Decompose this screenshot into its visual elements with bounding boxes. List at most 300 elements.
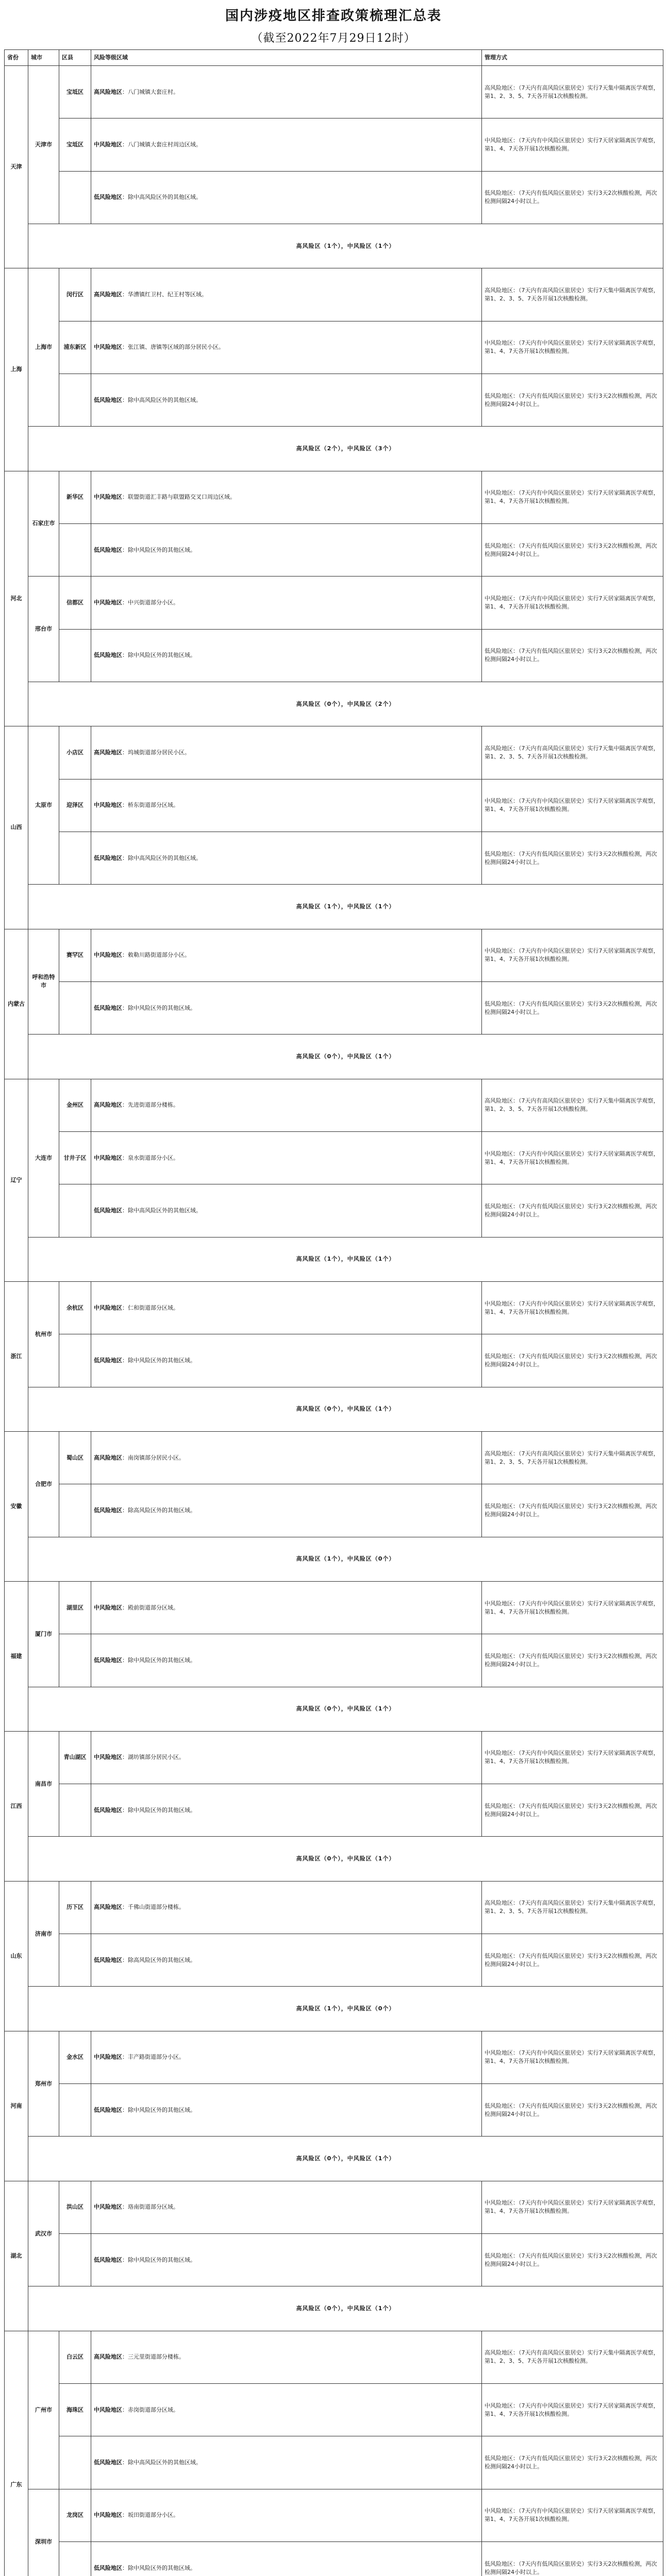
separator: ： <box>122 749 128 756</box>
table-row <box>5 779 663 832</box>
total-row <box>5 1237 663 1281</box>
table-row <box>5 321 663 374</box>
district-cell: 浦东新区 <box>59 321 91 374</box>
separator: ： <box>122 344 128 351</box>
table-row <box>5 1131 663 1184</box>
risk-area-text: 华漕镇红卫村、纪王村等区域。 <box>128 291 207 298</box>
district-cell: 小店区 <box>59 726 91 779</box>
risk-area-cell <box>91 2436 482 2489</box>
risk-area-cell <box>91 929 482 981</box>
management-policy-cell: 中风险地区：（7天内有中风险区旅居史）实行7天居家隔离医学观察，第1、4、7天各开展1次核酸检测。 <box>482 321 663 374</box>
risk-area-cell <box>91 1881 482 1934</box>
total-row <box>5 1387 663 1431</box>
risk-area-text: 三元里街道部分楼栋。 <box>128 2353 185 2361</box>
separator: ： <box>122 599 128 606</box>
risk-level-label: 中风险地区 <box>94 1304 122 1311</box>
table-row <box>5 1881 663 1934</box>
risk-level-label: 高风险地区 <box>94 291 122 298</box>
risk-level-label: 中风险地区 <box>94 952 122 959</box>
management-policy-cell: 低风险地区：（7天内有低风险区旅居史）实行3天2次核酸检测，两次检测间隔24小时以上。 <box>482 1784 663 1837</box>
risk-level-label: 高风险地区 <box>94 749 122 756</box>
province-cell: 湖北 <box>5 2181 28 2331</box>
province-cell: 安徽 <box>5 1431 28 1581</box>
district-cell: 海珠区 <box>59 2384 91 2436</box>
province-total-cell: 高风险区（2个），中风险区（3个） <box>28 427 663 471</box>
management-policy-cell: 高风险地区：（7天内有高风险区旅居史）实行7天集中隔离医学观察，第1、2、3、5、7天各开展1次核酸检测。 <box>482 268 663 321</box>
management-policy-cell: 低风险地区：（7天内有低风险区旅居史）实行3天2次核酸检测，两次检测间隔24小时以上。 <box>482 1334 663 1387</box>
separator: ： <box>122 2204 128 2211</box>
management-policy-cell: 低风险地区：（7天内有低风险区旅居史）实行3天2次核酸检测，两次检测间隔24小时以上。 <box>482 629 663 682</box>
table-row <box>5 629 663 682</box>
district-cell <box>59 1784 91 1837</box>
risk-area-cell <box>91 171 482 224</box>
risk-level-label: 低风险地区 <box>94 2106 122 2113</box>
province-cell: 江西 <box>5 1731 28 1881</box>
separator: ： <box>122 1304 128 1311</box>
table-row <box>5 66 663 118</box>
risk-area-text: 南岗镇部分居民小区。 <box>128 1454 185 1461</box>
risk-area-text: 除中高风险区外的其他区域。 <box>128 2459 202 2466</box>
table-row <box>5 2084 663 2137</box>
risk-area-text: 泉水街道部分小区。 <box>128 1154 179 1161</box>
table-row <box>5 118 663 171</box>
risk-level-label: 低风险地区 <box>94 652 122 659</box>
risk-level-label: 中风险地区 <box>94 141 122 148</box>
risk-level-label: 中风险地区 <box>94 494 122 501</box>
risk-area-cell <box>91 2331 482 2383</box>
province-total-cell: 高风险区（0个），中风险区（1个） <box>28 1387 663 1431</box>
district-cell: 宝坻区 <box>59 66 91 118</box>
separator: ： <box>122 1506 128 1514</box>
total-row <box>5 427 663 471</box>
total-row <box>5 885 663 929</box>
risk-area-cell <box>91 1634 482 1687</box>
district-cell <box>59 981 91 1034</box>
district-cell: 闵行区 <box>59 268 91 321</box>
risk-area-text: 除中高风险区外的其他区域。 <box>128 854 202 861</box>
separator: ： <box>122 141 128 148</box>
table-row <box>5 374 663 426</box>
risk-area-cell <box>91 2384 482 2436</box>
separator: ： <box>122 291 128 298</box>
risk-area-text: 除高风险区外的其他区域。 <box>128 1506 196 1514</box>
province-total-cell: 高风险区（1个），中风险区（1个） <box>28 1237 663 1281</box>
risk-area-cell <box>91 374 482 426</box>
province-cell: 河北 <box>5 471 28 726</box>
separator: ： <box>122 1357 128 1364</box>
risk-area-text: 除中风险区外的其他区域。 <box>128 2564 196 2571</box>
district-cell: 金水区 <box>59 2031 91 2083</box>
risk-area-text: 赤岗街道部分区域。 <box>128 2406 179 2413</box>
table-row <box>5 1484 663 1537</box>
column-header-policy: 管理方式 <box>482 50 663 66</box>
management-policy-cell: 中风险地区：（7天内有中风险区旅居史）实行7天居家隔离医学观察，第1、4、7天各开展1次核酸检测。 <box>482 471 663 523</box>
risk-area-text: 丰产路街道部分小区。 <box>128 2054 185 2061</box>
separator: ： <box>122 1454 128 1461</box>
page-subtitle: （截至2022年7月29日12时） <box>251 32 416 45</box>
risk-level-label: 低风险地区 <box>94 194 122 201</box>
district-cell <box>59 832 91 884</box>
management-policy-cell: 低风险地区：（7天内有低风险区旅居史）实行3天2次核酸检测，两次检测间隔24小时以上。 <box>482 1634 663 1687</box>
table-row <box>5 1334 663 1387</box>
district-cell: 龙岗区 <box>59 2489 91 2541</box>
management-policy-cell: 低风险地区：（7天内有低风险区旅居史）实行3天2次核酸检测，两次检测间隔24小时以上。 <box>482 1934 663 1987</box>
total-row <box>5 1537 663 1581</box>
separator: ： <box>122 854 128 861</box>
risk-area-cell <box>91 1184 482 1237</box>
separator: ： <box>122 1656 128 1664</box>
total-row <box>5 1687 663 1731</box>
risk-area-cell <box>91 1731 482 1784</box>
risk-level-label: 中风险地区 <box>94 2512 122 2519</box>
management-policy-cell: 低风险地区：（7天内有低风险区旅居史）实行3天2次核酸检测，两次检测间隔24小时以上。 <box>482 1484 663 1537</box>
risk-area-cell <box>91 2542 482 2576</box>
district-cell: 新华区 <box>59 471 91 523</box>
district-cell <box>59 629 91 682</box>
management-policy-cell: 低风险地区：（7天内有低风险区旅居史）实行3天2次核酸检测，两次检测间隔24小时以上。 <box>482 1184 663 1237</box>
management-policy-cell: 中风险地区：（7天内有中风险区旅居史）实行7天居家隔离医学观察，第1、4、7天各开展1次核酸检测。 <box>482 1131 663 1184</box>
city-cell: 济南市 <box>28 1881 59 1987</box>
table-row <box>5 2031 663 2083</box>
district-cell <box>59 171 91 224</box>
risk-area-cell <box>91 1079 482 1131</box>
table-row <box>5 832 663 884</box>
table-row <box>5 1184 663 1237</box>
separator: ： <box>122 652 128 659</box>
risk-area-text: 坂田街道部分小区。 <box>128 2512 179 2519</box>
risk-area-cell <box>91 2489 482 2541</box>
management-policy-cell: 低风险地区：（7天内有低风险区旅居史）实行3天2次核酸检测，两次检测间隔24小时以上。 <box>482 374 663 426</box>
city-cell: 深圳市 <box>28 2489 59 2576</box>
separator: ： <box>122 2353 128 2361</box>
risk-area-cell <box>91 1131 482 1184</box>
risk-level-label: 中风险地区 <box>94 2406 122 2413</box>
risk-level-label: 低风险地区 <box>94 546 122 553</box>
province-cell: 辽宁 <box>5 1079 28 1281</box>
table-row <box>5 981 663 1034</box>
table-row <box>5 1281 663 1334</box>
separator: ： <box>122 2054 128 2061</box>
management-policy-cell: 低风险地区：（7天内有低风险区旅居史）实行3天2次核酸检测，两次检测间隔24小时以上。 <box>482 523 663 576</box>
table-row <box>5 577 663 629</box>
risk-area-cell <box>91 1784 482 1837</box>
risk-level-label: 低风险地区 <box>94 1004 122 1011</box>
separator: ： <box>122 1806 128 1814</box>
district-cell: 蜀山区 <box>59 1431 91 1484</box>
risk-area-cell <box>91 2234 482 2286</box>
table-row <box>5 1634 663 1687</box>
city-cell: 大连市 <box>28 1079 59 1237</box>
province-total-cell: 高风险区（1个），中风险区（1个） <box>28 224 663 268</box>
city-cell: 邢台市 <box>28 577 59 682</box>
separator: ： <box>122 1604 128 1611</box>
risk-level-label: 低风险地区 <box>94 396 122 403</box>
province-cell: 广东 <box>5 2331 28 2576</box>
province-total-cell: 高风险区（1个），中风险区（1个） <box>28 885 663 929</box>
province-total-cell: 高风险区（0个），中风险区（1个） <box>28 1035 663 1079</box>
risk-area-text: 中兴街道部分小区。 <box>128 599 179 606</box>
table-row <box>5 2181 663 2233</box>
risk-area-cell <box>91 981 482 1034</box>
province-total-cell: 高风险区（0个），中风险区（1个） <box>28 2286 663 2331</box>
risk-area-cell <box>91 268 482 321</box>
province-cell: 上海 <box>5 268 28 471</box>
city-cell: 太原市 <box>28 726 59 885</box>
risk-area-text: 除中风险区外的其他区域。 <box>128 1656 196 1664</box>
total-row <box>5 1035 663 1079</box>
management-policy-cell: 中风险地区：（7天内有中风险区旅居史）实行7天居家隔离医学观察，第1、4、7天各开展1次核酸检测。 <box>482 577 663 629</box>
risk-level-label: 中风险地区 <box>94 802 122 809</box>
table-row <box>5 1784 663 1837</box>
risk-area-text: 除中高风险区外的其他区域。 <box>128 194 202 201</box>
management-policy-cell: 高风险地区：（7天内有高风险区旅居史）实行7天集中隔离医学观察，第1、2、3、5、7天各开展1次核酸检测。 <box>482 66 663 118</box>
district-cell: 信都区 <box>59 577 91 629</box>
city-cell: 天津市 <box>28 66 59 224</box>
separator: ： <box>122 2459 128 2466</box>
city-cell: 广州市 <box>28 2331 59 2489</box>
page-title: 国内涉疫地区排查政策梳理汇总表 <box>225 8 442 24</box>
risk-level-label: 高风险地区 <box>94 1454 122 1461</box>
city-cell: 郑州市 <box>28 2031 59 2137</box>
header <box>0 0 667 47</box>
management-policy-cell: 低风险地区：（7天内有低风险区旅居史）实行3天2次核酸检测，两次检测间隔24小时以上。 <box>482 2436 663 2489</box>
district-cell <box>59 1484 91 1537</box>
management-policy-cell: 低风险地区：（7天内有低风险区旅居史）实行3天2次核酸检测，两次检测间隔24小时以上。 <box>482 981 663 1034</box>
risk-area-text: 坞城街道部分居民小区。 <box>128 749 190 756</box>
risk-level-label: 中风险地区 <box>94 599 122 606</box>
separator: ： <box>122 2106 128 2113</box>
risk-area-text: 仁和街道部分区域。 <box>128 1304 179 1311</box>
management-policy-cell: 中风险地区：（7天内有中风险区旅居史）实行7天居家隔离医学观察，第1、4、7天各开展1次核酸检测。 <box>482 118 663 171</box>
district-cell <box>59 523 91 576</box>
separator: ： <box>122 546 128 553</box>
table-row <box>5 2489 663 2541</box>
district-cell: 宝坻区 <box>59 118 91 171</box>
separator: ： <box>122 2512 128 2519</box>
management-policy-cell: 高风险地区：（7天内有高风险区旅居史）实行7天集中隔离医学观察，第1、2、3、5、7天各开展1次核酸检测。 <box>482 1079 663 1131</box>
table-row <box>5 2542 663 2576</box>
table-row <box>5 2331 663 2383</box>
separator: ： <box>122 1904 128 1911</box>
table-row <box>5 1934 663 1987</box>
management-policy-cell: 中风险地区：（7天内有中风险区旅居史）实行7天居家隔离医学观察，第1、4、7天各开展1次核酸检测。 <box>482 2031 663 2083</box>
city-cell: 南昌市 <box>28 1731 59 1837</box>
management-policy-cell: 中风险地区：（7天内有中风险区旅居史）实行7天居家隔离医学观察，第1、4、7天各开展1次核酸检测。 <box>482 779 663 832</box>
table-row <box>5 523 663 576</box>
province-cell: 天津 <box>5 66 28 268</box>
province-cell: 河南 <box>5 2031 28 2181</box>
management-policy-cell: 低风险地区：（7天内有低风险区旅居史）实行3天2次核酸检测，两次检测间隔24小时以上。 <box>482 832 663 884</box>
province-cell: 内蒙古 <box>5 929 28 1079</box>
district-cell <box>59 2084 91 2137</box>
separator: ： <box>122 1004 128 1011</box>
risk-level-label: 低风险地区 <box>94 1357 122 1364</box>
district-cell <box>59 2542 91 2576</box>
separator: ： <box>122 2564 128 2571</box>
risk-area-cell <box>91 523 482 576</box>
district-cell: 迎泽区 <box>59 779 91 832</box>
risk-level-label: 高风险地区 <box>94 88 122 95</box>
risk-area-cell <box>91 66 482 118</box>
risk-area-cell <box>91 577 482 629</box>
total-row <box>5 1837 663 1881</box>
province-total-cell: 高风险区（0个），中风险区（1个） <box>28 1687 663 1731</box>
district-cell: 青山湖区 <box>59 1731 91 1784</box>
province-cell: 福建 <box>5 1581 28 1731</box>
district-cell: 白云区 <box>59 2331 91 2383</box>
risk-area-text: 除中风险区外的其他区域。 <box>128 2256 196 2263</box>
separator: ： <box>122 1154 128 1161</box>
separator: ： <box>122 88 128 95</box>
management-policy-cell: 中风险地区：（7天内有中风险区旅居史）实行7天居家隔离医学观察，第1、4、7天各开展1次核酸检测。 <box>482 1731 663 1784</box>
province-total-cell: 高风险区（1个），中风险区（0个） <box>28 1537 663 1581</box>
risk-area-cell <box>91 1431 482 1484</box>
risk-area-cell <box>91 1334 482 1387</box>
risk-level-label: 低风险地区 <box>94 2564 122 2571</box>
separator: ： <box>122 2256 128 2263</box>
province-total-cell: 高风险区（0个），中风险区（1个） <box>28 1837 663 1881</box>
total-row <box>5 682 663 726</box>
province-cell: 山东 <box>5 1881 28 2031</box>
risk-area-table <box>4 49 663 2576</box>
province-total-cell: 高风险区（1个），中风险区（0个） <box>28 1987 663 2031</box>
separator: ： <box>122 396 128 403</box>
district-cell <box>59 1634 91 1687</box>
column-header-district: 区县 <box>59 50 91 66</box>
risk-area-text: 联盟街道汇丰路与联盟路交叉口周边区域。 <box>128 494 236 501</box>
risk-area-cell <box>91 2031 482 2083</box>
province-total-cell: 高风险区（0个），中风险区（1个） <box>28 2137 663 2181</box>
risk-area-text: 湖坊镇部分居民小区。 <box>128 1754 185 1761</box>
risk-level-label: 中风险地区 <box>94 344 122 351</box>
management-policy-cell: 中风险地区：（7天内有中风险区旅居史）实行7天居家隔离医学观察，第1、4、7天各开展1次核酸检测。 <box>482 2181 663 2233</box>
risk-area-cell <box>91 1484 482 1537</box>
risk-area-text: 张江镇、唐镇等区域的部分居民小区。 <box>128 344 224 351</box>
risk-level-label: 中风险地区 <box>94 1754 122 1761</box>
risk-area-text: 千佛山街道部分楼栋。 <box>128 1904 185 1911</box>
district-cell: 历下区 <box>59 1881 91 1934</box>
risk-level-label: 低风险地区 <box>94 1506 122 1514</box>
risk-area-text: 除中高风险区外的其他区域。 <box>128 396 202 403</box>
risk-area-text: 除中风险区外的其他区域。 <box>128 652 196 659</box>
risk-area-cell <box>91 118 482 171</box>
city-cell: 合肥市 <box>28 1431 59 1537</box>
management-policy-cell: 低风险地区：（7天内有低风险区旅居史）实行3天2次核酸检测，两次检测间隔24小时以上。 <box>482 171 663 224</box>
column-header-province: 省份 <box>5 50 28 66</box>
district-cell <box>59 1334 91 1387</box>
table-row <box>5 2234 663 2286</box>
management-policy-cell: 中风险地区：（7天内有中风险区旅居史）实行7天居家隔离医学观察，第1、4、7天各开展1次核酸检测。 <box>482 1281 663 1334</box>
column-header-risk-area: 风险等级区域 <box>91 50 482 66</box>
management-policy-cell: 中风险地区：（7天内有中风险区旅居史）实行7天居家隔离医学观察，第1、4、7天各开展1次核酸检测。 <box>482 929 663 981</box>
table-row <box>5 171 663 224</box>
separator: ： <box>122 952 128 959</box>
separator: ： <box>122 2406 128 2413</box>
table-row <box>5 1079 663 1131</box>
table-row <box>5 1731 663 1784</box>
city-cell: 武汉市 <box>28 2181 59 2286</box>
district-cell: 甘井子区 <box>59 1131 91 1184</box>
risk-area-text: 除中风险区外的其他区域。 <box>128 2106 196 2113</box>
risk-area-cell <box>91 1281 482 1334</box>
risk-area-text: 除中高风险区外的其他区域。 <box>128 1207 202 1214</box>
risk-area-cell <box>91 2181 482 2233</box>
management-policy-cell: 高风险地区：（7天内有高风险区旅居史）实行7天集中隔离医学观察，第1、2、3、5、7天各开展1次核酸检测。 <box>482 726 663 779</box>
risk-area-cell <box>91 1581 482 1634</box>
table-row <box>5 471 663 523</box>
risk-area-cell <box>91 2084 482 2137</box>
risk-level-label: 中风险地区 <box>94 1604 122 1611</box>
district-cell: 金州区 <box>59 1079 91 1131</box>
risk-level-label: 低风险地区 <box>94 1656 122 1664</box>
risk-area-text: 除中风险区外的其他区域。 <box>128 1004 196 1011</box>
table-row <box>5 2436 663 2489</box>
management-policy-cell: 低风险地区：（7天内有低风险区旅居史）实行3天2次核酸检测，两次检测间隔24小时以上。 <box>482 2234 663 2286</box>
risk-area-cell <box>91 1934 482 1987</box>
risk-level-label: 高风险地区 <box>94 2353 122 2361</box>
column-header-city: 城市 <box>28 50 59 66</box>
risk-level-label: 低风险地区 <box>94 1207 122 1214</box>
risk-level-label: 高风险地区 <box>94 1101 122 1109</box>
risk-area-text: 殿前街道部分区域。 <box>128 1604 179 1611</box>
risk-level-label: 低风险地区 <box>94 1806 122 1814</box>
table-row <box>5 929 663 981</box>
risk-level-label: 低风险地区 <box>94 1956 122 1963</box>
risk-level-label: 低风险地区 <box>94 2256 122 2263</box>
separator: ： <box>122 1207 128 1214</box>
risk-area-text: 珞南街道部分区域。 <box>128 2204 179 2211</box>
district-cell: 赛罕区 <box>59 929 91 981</box>
risk-area-cell <box>91 321 482 374</box>
separator: ： <box>122 1956 128 1963</box>
table-row <box>5 726 663 779</box>
risk-area-text: 除中风险区外的其他区域。 <box>128 546 196 553</box>
risk-level-label: 中风险地区 <box>94 1154 122 1161</box>
city-cell: 厦门市 <box>28 1581 59 1687</box>
risk-area-cell <box>91 779 482 832</box>
management-policy-cell: 中风险地区：（7天内有中风险区旅居史）实行7天居家隔离医学观察，第1、4、7天各开展1次核酸检测。 <box>482 2489 663 2541</box>
table-row <box>5 1431 663 1484</box>
table-row <box>5 1581 663 1634</box>
district-cell <box>59 374 91 426</box>
risk-level-label: 低风险地区 <box>94 2459 122 2466</box>
management-policy-cell: 中风险地区：（7天内有中风险区旅居史）实行7天居家隔离医学观察，第1、4、7天各开展1次核酸检测。 <box>482 1581 663 1634</box>
management-policy-cell: 高风险地区：（7天内有高风险区旅居史）实行7天集中隔离医学观察，第1、2、3、5、7天各开展1次核酸检测。 <box>482 1881 663 1934</box>
district-cell <box>59 1184 91 1237</box>
separator: ： <box>122 494 128 501</box>
district-cell: 洪山区 <box>59 2181 91 2233</box>
province-total-cell: 高风险区（0个），中风险区（2个） <box>28 682 663 726</box>
risk-area-text: 先进街道部分楼栋。 <box>128 1101 179 1109</box>
table-row <box>5 268 663 321</box>
management-policy-cell: 低风险地区：（7天内有低风险区旅居史）实行3天2次核酸检测，两次检测间隔24小时以上。 <box>482 2542 663 2576</box>
total-row <box>5 1987 663 2031</box>
province-cell: 山西 <box>5 726 28 929</box>
district-cell <box>59 1934 91 1987</box>
management-policy-cell: 高风险地区：（7天内有高风险区旅居史）实行7天集中隔离医学观察，第1、2、3、5、7天各开展1次核酸检测。 <box>482 1431 663 1484</box>
district-cell <box>59 2436 91 2489</box>
risk-level-label: 中风险地区 <box>94 2054 122 2061</box>
total-row <box>5 2286 663 2331</box>
city-cell: 杭州市 <box>28 1281 59 1387</box>
table-body <box>5 66 663 2576</box>
management-policy-cell: 中风险地区：（7天内有中风险区旅居史）实行7天居家隔离医学观察，第1、4、7天各开展1次核酸检测。 <box>482 2384 663 2436</box>
total-row <box>5 224 663 268</box>
risk-area-text: 桥东街道部分区域。 <box>128 802 179 809</box>
city-cell: 上海市 <box>28 268 59 427</box>
risk-area-text: 八门城镇大套庄村周边区域。 <box>128 141 202 148</box>
risk-area-text: 敕勒川路街道部分小区。 <box>128 952 190 959</box>
